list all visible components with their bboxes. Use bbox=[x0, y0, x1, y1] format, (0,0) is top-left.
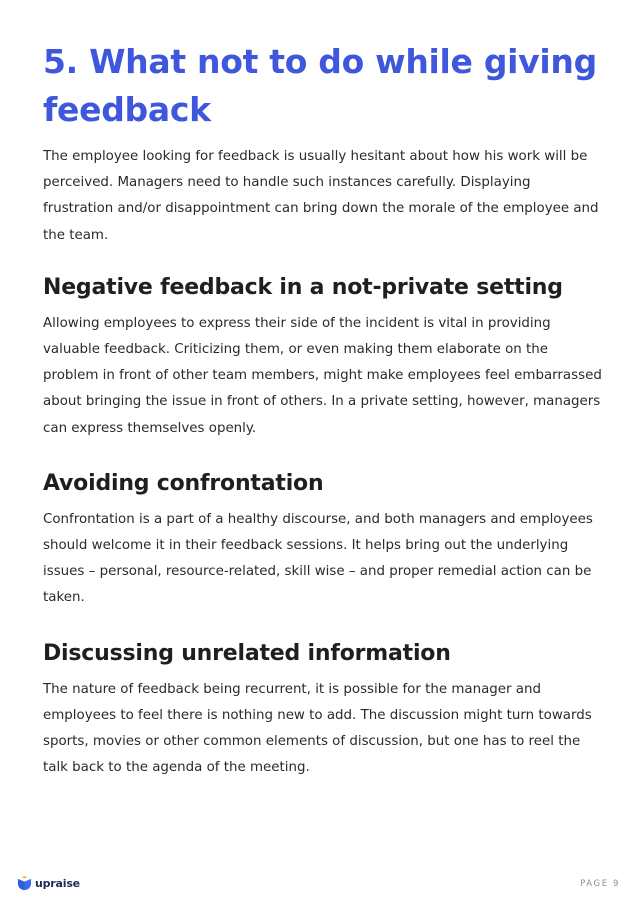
page-number: PAGE 9 bbox=[580, 879, 620, 889]
upraise-logo-icon bbox=[17, 876, 32, 891]
upraise-logo bbox=[17, 876, 80, 891]
logo-text: upraise bbox=[35, 877, 80, 890]
section-body-unrelated-information: The nature of feedback being recurrent, it is possible for the manager and employees to feel there is nothing new to add. The discussion might turn towards sports, movies or other common elements of discussion, but one has to reel the talk back to the agenda of the meeting. bbox=[43, 681, 592, 776]
section-title-unrelated-information: Discussing unrelated information bbox=[43, 640, 451, 666]
intro-paragraph: The employee looking for feedback is usually hesitant about how his work will be perceived. Managers need to handle such instances carefully. Displaying frustration and/or disappointment can bring down the morale of the employee and the team. bbox=[43, 149, 599, 243]
page-heading: 5. What not to do while giving feedback bbox=[43, 42, 597, 129]
section-body-avoiding-confrontation: Confrontation is a part of a healthy discourse, and both managers and employees should welcome it in their feedback sessions. It helps bring out the underlying issues – personal, resource-related, skill wise – and proper remedial action can be taken. bbox=[43, 511, 593, 606]
section-title-avoiding-confrontation: Avoiding confrontation bbox=[43, 470, 324, 496]
section-body-negative-feedback: Allowing employees to express their side of the incident is vital in providing valuable feedback. Criticizing them, or even making them elaborate on the problem in front of other team members, might make employees feel embarrassed about bringing the issue in front of others. In a private setting, however, managers can express themselves openly. bbox=[43, 315, 602, 436]
page-footer bbox=[0, 874, 638, 898]
page-content bbox=[43, 38, 603, 781]
section-title-negative-feedback: Negative feedback in a not-private setting bbox=[43, 274, 563, 300]
